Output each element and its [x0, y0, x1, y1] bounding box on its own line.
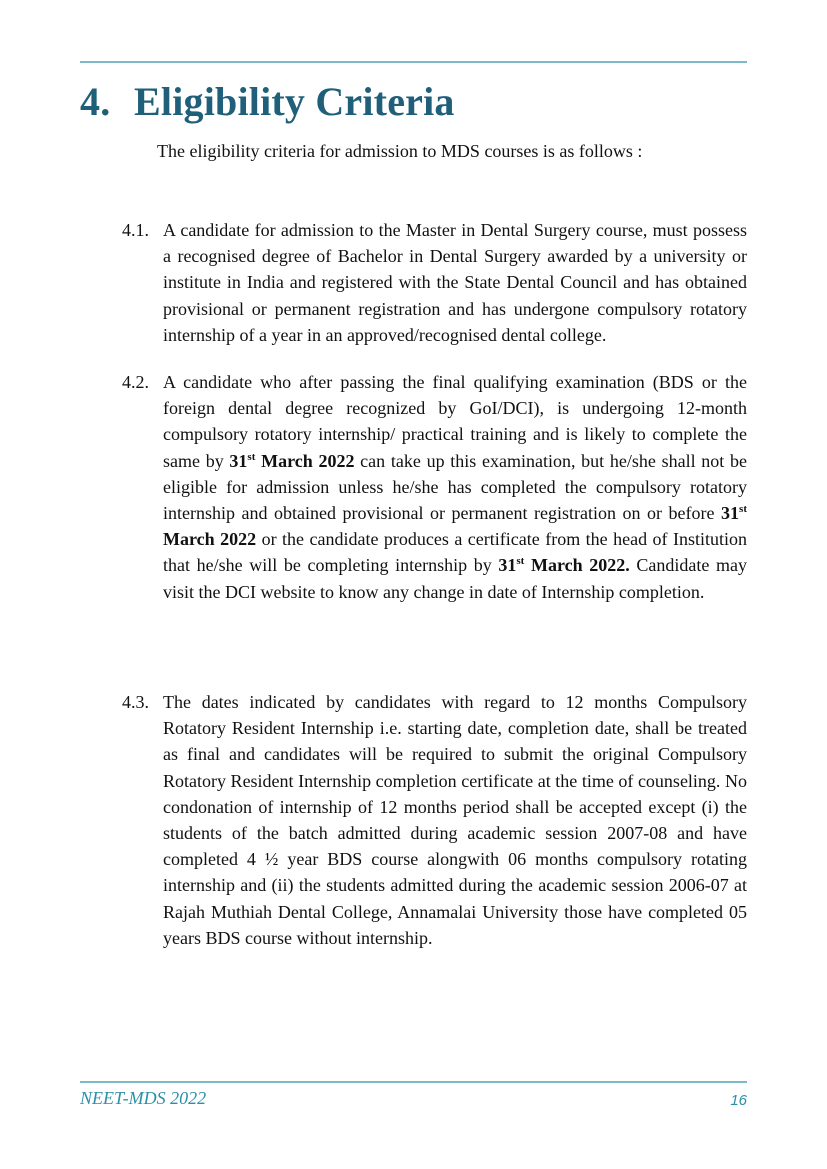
section-heading: [80, 78, 455, 125]
text-segment: A candidate who after passing the final qualifying examination (BDS or the foreign dental degree recognized by GoI/DCI), is undergoing 12-month compulsory rotatory internship/ practical training and is likely to complete the same by: [163, 372, 747, 471]
footer-divider: [80, 1081, 747, 1083]
deadline-date: 31st March 2022: [163, 503, 747, 550]
footer-title: NEET-MDS 2022: [80, 1088, 207, 1108]
text-segment: or the candidate produces a certificate from the head of Institution that he/she will be completing internship by: [163, 529, 747, 576]
intro-text: The eligibility criteria for admission to MDS courses is as follows :: [157, 141, 643, 161]
item-text: [163, 369, 747, 605]
deadline-date: 31st March 2022: [229, 450, 355, 471]
section-number: 4.: [80, 79, 111, 124]
item-text: The dates indicated by candidates with regard to 12 months Compulsory Rotatory Resident Internship i.e. starting date, completion date, shall be treated as final and candidates will be required to submit the original Compulsory Rotatory Resident Internship completion certificate at the time of counseling. No condonation of internship of 12 months period shall be accepted except (i) the students of the batch admitted during academic session 2007-08 and have completed 4 ½ year BDS course alongwith 06 months compulsory rotating internship and (ii) the students admitted during the academic session 2006-07 at Rajah Muthiah Dental College, Annamalai University those have completed 05 years BDS course without internship.: [163, 692, 747, 948]
text-segment: Candidate may visit the DCI website to know any change in date of Internship completion.: [163, 555, 747, 602]
text-segment: can take up this examination, but he/she shall not be eligible for admission unless he/she has completed the compulsory rotatory internship and obtained provisional or permanent registration on or before: [163, 450, 748, 524]
list-item: [122, 217, 747, 348]
header-divider: [80, 61, 747, 63]
item-text: A candidate for admission to the Master in Dental Surgery course, must possess a recognised degree of Bachelor in Dental Surgery awarded by a university or institute in India and registered with the State Dental Council and has obtained provisional or permanent registration and has undergone compulsory rotatory internship of a year in an approved/recognised dental college.: [163, 220, 747, 345]
page-number: 16: [730, 1092, 747, 1109]
item-number: 4.3.: [122, 692, 149, 712]
list-item: [122, 689, 747, 951]
item-number: 4.2.: [122, 372, 149, 392]
section-title: Eligibility Criteria: [134, 79, 455, 124]
list-item: [122, 369, 747, 605]
item-number: 4.1.: [122, 220, 149, 240]
deadline-date: 31st March 2022.: [498, 555, 630, 576]
